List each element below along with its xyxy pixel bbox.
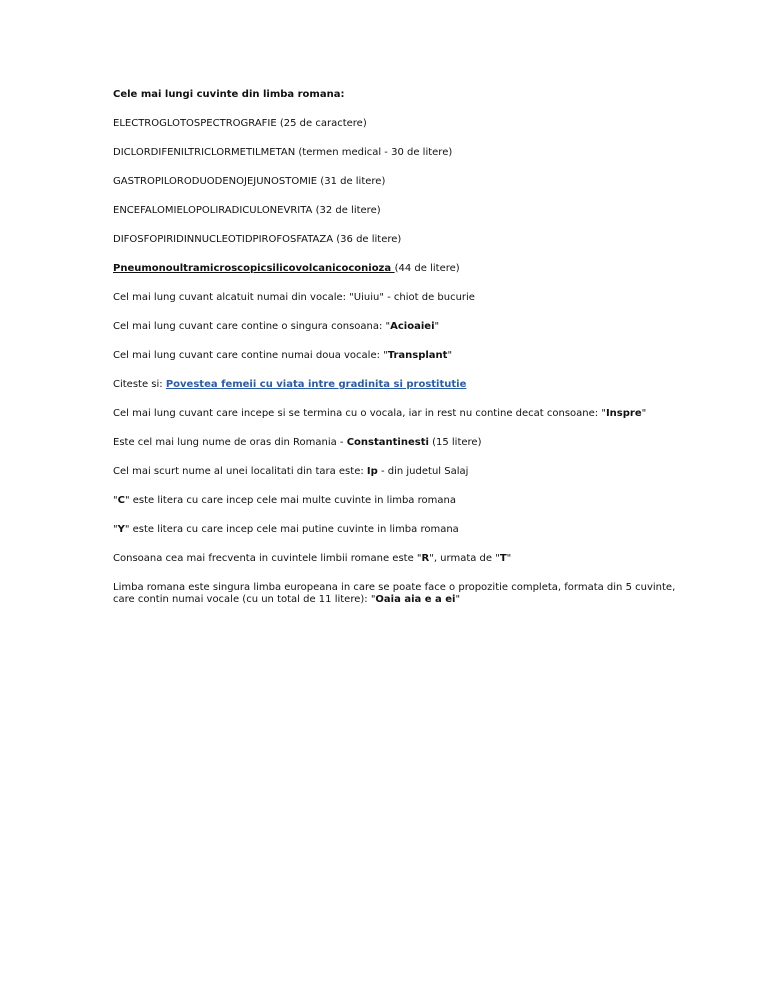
litera-c-suffix: " este litera cu care incep cele mai multe cuvinte in limba romana — [124, 495, 456, 506]
frecventa-mid: ", urmata de " — [429, 553, 500, 564]
consoana-suffix: " — [434, 321, 440, 332]
citeste-prefix: Citeste si: — [113, 379, 166, 390]
localitate-word: Ip — [366, 466, 378, 477]
litera-y-prefix: " — [113, 524, 118, 535]
propozitie-word: Oaia aia e a ei — [375, 594, 456, 605]
litera-c-word: C — [117, 495, 125, 506]
consoana-word: Acioaiei — [390, 321, 435, 332]
propozitie-paragraph — [113, 582, 676, 606]
oras-suffix: (15 litere) — [428, 437, 482, 448]
frecventa-line — [113, 553, 511, 565]
word-line-3: GASTROPILORODUODENOJEJUNOSTOMIE (31 de litere) — [113, 176, 386, 187]
propozitie-prefix: care contin numai vocale (cu un total de 11 litere): " — [113, 594, 376, 605]
litera-c-line — [113, 495, 456, 507]
document-title: Cele mai lungi cuvinte din limba romana: — [113, 89, 345, 100]
litera-y-line — [113, 524, 459, 536]
inspre-suffix: " — [641, 408, 647, 419]
oras-line — [113, 437, 481, 449]
propozitie-line-2 — [113, 594, 673, 606]
inspre-word: Inspre — [605, 408, 642, 419]
word-line-2: DICLORDIFENILTRICLORMETILMETAN (termen medical - 30 de litere) — [113, 147, 453, 158]
frecventa-suffix: " — [506, 553, 512, 564]
word-line-5: DIFOSFOPIRIDINNUCLEOTIDPIROFOSFATAZA (36 de litere) — [113, 234, 402, 245]
oras-prefix: Este cel mai lung nume de oras din Romania - — [113, 437, 347, 448]
word-line-1: ELECTROGLOTOSPECTROGRAFIE (25 de caractere) — [113, 118, 367, 129]
doua-vocale-prefix: Cel mai lung cuvant care contine numai doua vocale: " — [113, 350, 388, 361]
frecventa-prefix: Consoana cea mai frecventa in cuvintele limbii romane este " — [113, 553, 422, 564]
litera-c-prefix: " — [113, 495, 118, 506]
propozitie-suffix: " — [455, 594, 461, 605]
word-line-4: ENCEFALOMIELOPOLIRADICULONEVRITA (32 de litere) — [113, 205, 381, 216]
doua-vocale-line — [113, 350, 452, 362]
inspre-line — [113, 408, 646, 420]
localitate-prefix: Cel mai scurt nume al unei localitati din tara este: — [113, 466, 367, 477]
oras-word: Constantinesti — [346, 437, 429, 448]
frecventa-letter-t: T — [499, 553, 507, 564]
doua-vocale-suffix: " — [447, 350, 453, 361]
consoana-line — [113, 321, 439, 333]
pneumo-count: (44 de litere) — [394, 263, 460, 274]
inspre-prefix: Cel mai lung cuvant care incepe si se termina cu o vocala, iar in rest nu contine decat consoane: " — [113, 408, 606, 419]
litera-y-word: Y — [117, 524, 125, 535]
consoana-prefix: Cel mai lung cuvant care contine o singura consoana: " — [113, 321, 391, 332]
article-link[interactable]: Povestea femeii cu viata intre gradinita si prostitutie — [165, 379, 467, 390]
citeste-line — [113, 379, 466, 391]
localitate-line — [113, 466, 468, 478]
pneumo-word: Pneumonoultramicroscopicsilicovolcanicoconioza — [113, 263, 395, 274]
doua-vocale-word: Transplant — [387, 350, 448, 361]
vocale-line: Cel mai lung cuvant alcatuit numai din vocale: "Uiuiu" - chiot de bucurie — [113, 292, 475, 303]
frecventa-letter-r: R — [421, 553, 430, 564]
localitate-suffix: - din judetul Salaj — [377, 466, 469, 477]
litera-y-suffix: " este litera cu care incep cele mai putine cuvinte in limba romana — [124, 524, 459, 535]
propozitie-line-1: Limba romana este singura limba europeana in care se poate face o propozitie completa, formata din 5 cuvinte, — [113, 582, 676, 593]
pneumo-line — [113, 263, 460, 275]
